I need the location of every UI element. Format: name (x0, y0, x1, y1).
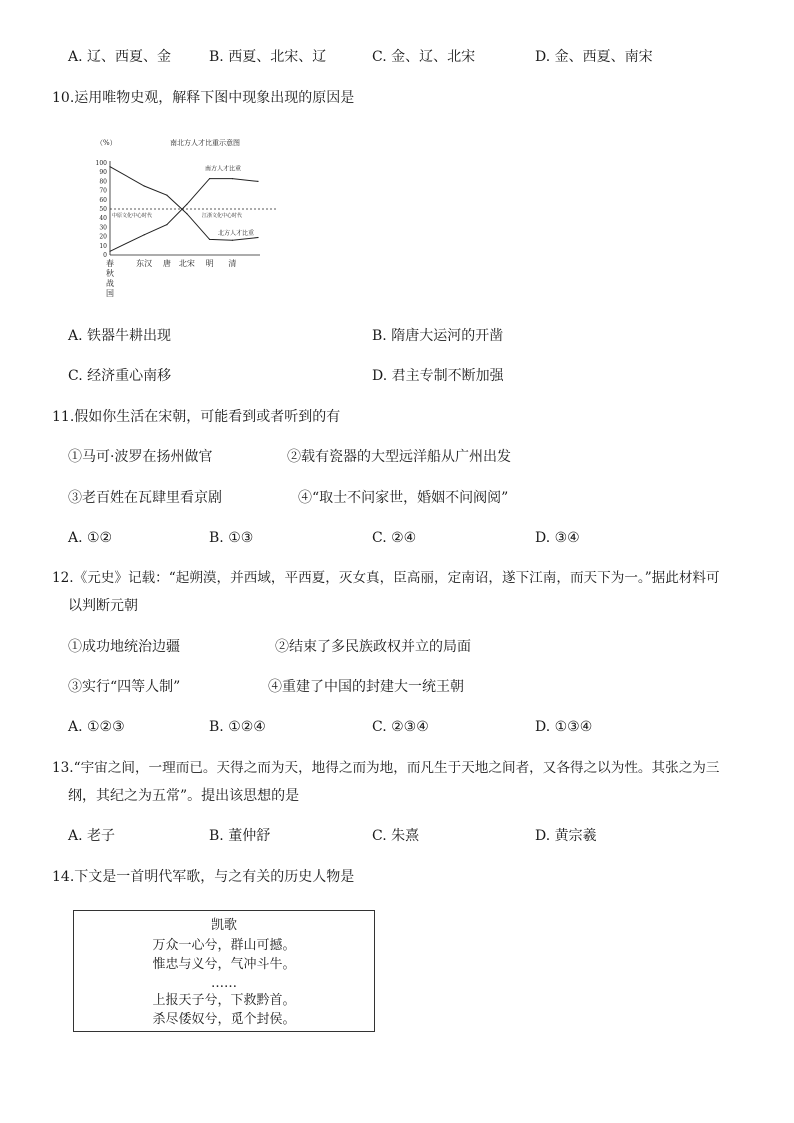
chart-svg (90, 130, 290, 310)
q12-item-4: ④重建了中国的封建大一统王朝 (268, 679, 464, 695)
data-point (232, 178, 233, 179)
y-tick-label: 50 (99, 206, 107, 213)
q11-option-a: A. ①② (68, 530, 113, 546)
q11-stem: 11.假如你生活在宋朝，可能看到或者听到的有 (52, 409, 341, 425)
x-tick-label: 战 (106, 279, 114, 288)
data-point (186, 213, 187, 214)
q10-option-b: B. 隋唐大运河的开凿 (372, 328, 504, 344)
y-tick-label: 60 (99, 196, 107, 204)
q10-stem: 10.运用唯物史观，解释下图中现象出现的原因是 (52, 90, 355, 106)
x-tick-label: 春 (106, 259, 114, 268)
x-tick-label: 东汉 (136, 259, 153, 268)
x-tick-label: 清 (228, 259, 237, 268)
q12-option-b: B. ①②④ (209, 719, 266, 735)
q9-option-a: A. 辽、西夏、金 (68, 49, 172, 65)
q12-stem-line2: 以判断元朝 (68, 598, 138, 614)
x-tick-label: 明 (205, 259, 214, 268)
poem-box (73, 910, 375, 1032)
x-tick-label: 秋 (106, 269, 114, 278)
q11-option-c: C. ②④ (372, 530, 417, 546)
data-point (257, 237, 258, 238)
q11-item-3: ③老百姓在瓦肆里看京剧 (68, 490, 222, 506)
q12-item-2: ②结束了多民族政权并立的局面 (275, 639, 471, 655)
poem-title: 凯歌 (210, 918, 237, 933)
data-point (209, 178, 210, 179)
q12-item-1: ①成功地统治边疆 (68, 639, 180, 655)
q11-option-b: B. ①③ (209, 530, 254, 546)
annotation-jiangzhe: 江浙文化中心时代 (202, 213, 243, 219)
q12-item-3: ③实行“四等人制” (68, 679, 181, 695)
y-tick-label: 100 (95, 160, 107, 167)
y-tick-label: 0 (103, 252, 107, 259)
q11-item-1: ①马可·波罗在扬州做官 (68, 449, 213, 465)
q11-item-2: ②载有瓷器的大型远洋船从广州出发 (287, 449, 511, 465)
q9-option-c: C. 金、辽、北宋 (372, 49, 476, 65)
data-point (144, 234, 145, 235)
y-axis-unit-label: （%） (96, 139, 117, 147)
q10-option-c: C. 经济重心南移 (68, 368, 172, 384)
q11-item-4: ④“取士不问家世，婚姻不问阀阅” (298, 490, 509, 506)
x-tick-label: 北宋 (178, 259, 195, 268)
poem-line: 上报天子兮，下救黔首。 (152, 993, 296, 1008)
data-point (166, 224, 167, 225)
y-tick-label: 10 (99, 242, 107, 250)
q13-option-a: A. 老子 (68, 828, 116, 844)
annotation-north-ratio: 北方人才比重 (218, 229, 255, 237)
annotation-central-plains: 中原文化中心时代 (112, 213, 153, 219)
poem-line: …… (211, 976, 237, 991)
data-point (209, 239, 210, 240)
data-point (186, 204, 187, 205)
data-point (232, 240, 233, 241)
q9-option-b: B. 西夏、北宋、辽 (209, 49, 327, 65)
chart-title: 南北方人才比重示意图 (170, 139, 240, 147)
q9-option-d: D. 金、西夏、南宋 (535, 49, 653, 65)
y-tick-label: 70 (99, 187, 107, 195)
y-tick-label: 30 (99, 224, 107, 232)
data-point (166, 195, 167, 196)
q12-option-d: D. ①③④ (535, 719, 593, 735)
q10-option-a: A. 铁器牛耕出现 (68, 328, 172, 344)
q11-option-d: D. ③④ (535, 530, 580, 546)
data-point (144, 185, 145, 186)
y-tick-label: 40 (99, 215, 107, 223)
q14-stem: 14.下文是一首明代军歌，与之有关的历史人物是 (52, 869, 355, 885)
y-tick-label: 20 (99, 233, 107, 241)
q12-option-a: A. ①②③ (68, 719, 125, 735)
data-point (109, 251, 110, 252)
x-tick-label: 唐 (162, 259, 171, 268)
poem-line: 万众一心兮，群山可撼。 (152, 938, 296, 953)
poem-line: 杀尽倭奴兮，觅个封侯。 (152, 1012, 296, 1027)
q10-option-d: D. 君主专制不断加强 (372, 368, 504, 384)
q13-option-d: D. 黄宗羲 (535, 828, 597, 844)
q12-option-c: C. ②③④ (372, 719, 429, 735)
data-point (109, 166, 110, 167)
q13-stem-line1: 13.“宇宙之间，一理而已。天得之而为天，地得之而为地，而凡生于天地之间者，又各得之以为性。其张之为三 (52, 760, 720, 776)
poem-line: 惟忠与义兮，气冲斗牛。 (152, 957, 296, 972)
talent-ratio-chart (90, 130, 290, 310)
data-point (257, 181, 258, 182)
y-tick-label: 80 (99, 178, 107, 186)
q13-option-b: B. 董仲舒 (209, 828, 271, 844)
q12-stem-line1: 12.《元史》记载：“起朔漠，并西域，平西夏，灭女真，臣高丽，定南诏，遂下江南，而天下为一。”据此材料可 (52, 570, 720, 586)
q13-stem-line2: 纲，其纪之为五常”。提出该思想的是 (68, 788, 300, 804)
y-tick-label: 90 (99, 169, 107, 177)
x-tick-label: 国 (106, 289, 114, 298)
q13-option-c: C. 朱熹 (372, 828, 420, 844)
annotation-south-ratio: 南方人才比重 (205, 165, 242, 173)
